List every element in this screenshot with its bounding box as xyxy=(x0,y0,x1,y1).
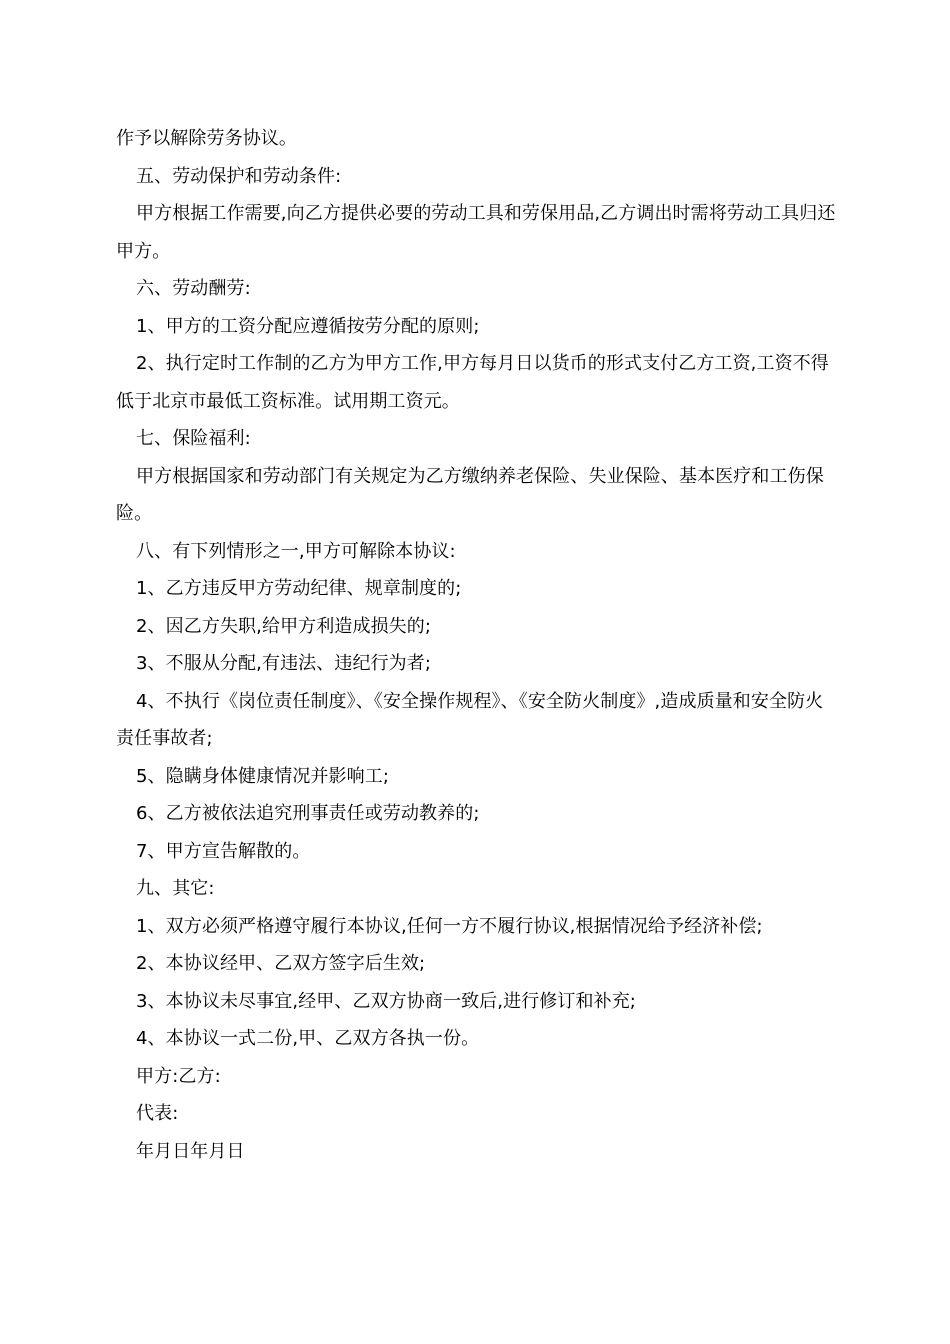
document-paragraph: 八、有下列情形之一,甲方可解除本协议: xyxy=(136,540,456,562)
document-paragraph: 4、不执行《岗位责任制度》、《安全操作规程》、《安全防火制度》,造成质量和安全防火责任事故者; xyxy=(116,690,824,749)
document-paragraph: 2、因乙方失职,给甲方利造成损失的; xyxy=(136,615,432,637)
document-paragraph: 代表: xyxy=(136,1103,179,1124)
document-paragraph: 2、本协议经甲、乙双方签字后生效; xyxy=(136,953,426,974)
document-paragraph: 1、甲方的工资分配应遵循按劳分配的原则; xyxy=(136,315,480,337)
document-paragraph: 7、甲方宣告解散的。 xyxy=(136,840,311,862)
document-paragraph: 作予以解除劳务协议。 xyxy=(116,128,297,149)
document-paragraph: 五、劳动保护和劳动条件: xyxy=(136,165,342,187)
document-paragraph: 六、劳动酬劳: xyxy=(136,278,251,299)
document-paragraph: 3、不服从分配,有违法、违纪行为者; xyxy=(136,653,432,674)
document-paragraph: 年月日年月日 xyxy=(136,1140,245,1162)
document-paragraph: 4、本协议一式二份,甲、乙双方各执一份。 xyxy=(136,1028,480,1049)
document-paragraph: 甲方根据国家和劳动部门有关规定为乙方缴纳养老保险、失业保险、基本医疗和工伤保险。 xyxy=(116,465,824,524)
document-paragraph: 1、双方必须严格遵守履行本协议,任何一方不履行协议,根据情况给予经济补偿; xyxy=(136,915,763,937)
document-paragraph: 七、保险福利: xyxy=(136,428,251,449)
document-paragraph: 2、执行定时工作制的乙方为甲方工作,甲方每月日以货币的形式支付乙方工资,工资不得低于北京市最低工资标准。试用期工资元。 xyxy=(116,353,829,412)
document-paragraph: 甲方根据工作需要,向乙方提供必要的劳动工具和劳保用品,乙方调出时需将劳动工具归还甲方。 xyxy=(116,203,836,262)
document-paragraph: 3、本协议未尽事宜,经甲、乙双方协商一致后,进行修订和补充; xyxy=(136,990,636,1012)
document-paragraph: 5、隐瞒身体健康情况并影响工; xyxy=(136,765,390,787)
document-paragraph: 九、其它: xyxy=(136,878,215,899)
document-paragraph: 甲方:乙方: xyxy=(136,1065,221,1087)
document-paragraph: 6、乙方被依法追究刑事责任或劳动教养的; xyxy=(136,803,480,824)
document-paragraph: 1、乙方违反甲方劳动纪律、规章制度的; xyxy=(136,578,462,599)
document-body xyxy=(116,120,836,1170)
